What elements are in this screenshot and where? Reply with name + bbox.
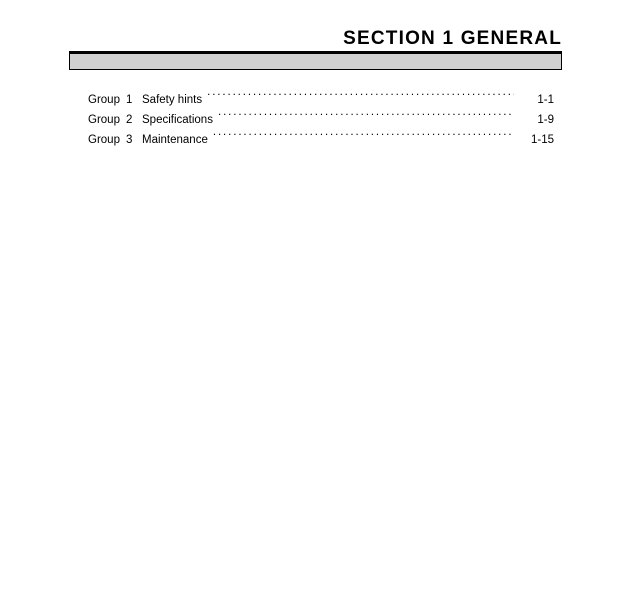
toc-page-number: 1-15 [530, 134, 554, 146]
table-of-contents [88, 90, 554, 150]
toc-page-number: 1-1 [537, 94, 554, 106]
section-gray-band [69, 53, 562, 70]
list-item [88, 130, 554, 150]
toc-group-number: 1 [126, 94, 133, 106]
toc-leader-dots [207, 91, 514, 103]
list-item [88, 90, 554, 110]
toc-leader-dots [213, 131, 514, 143]
toc-group-label: Group [88, 114, 120, 126]
page-title: SECTION 1 GENERAL [343, 28, 562, 49]
list-item [88, 110, 554, 130]
toc-leader-dots [218, 111, 514, 123]
toc-entry-title: Safety hints [142, 94, 203, 106]
toc-page-number: 1-9 [537, 114, 554, 126]
toc-entry-title: Maintenance [142, 134, 208, 146]
toc-group-number: 2 [126, 114, 133, 126]
toc-group-label: Group [88, 94, 120, 106]
toc-entry-title: Specifications [142, 114, 213, 126]
toc-group-label: Group [88, 134, 120, 146]
toc-group-number: 3 [126, 134, 133, 146]
